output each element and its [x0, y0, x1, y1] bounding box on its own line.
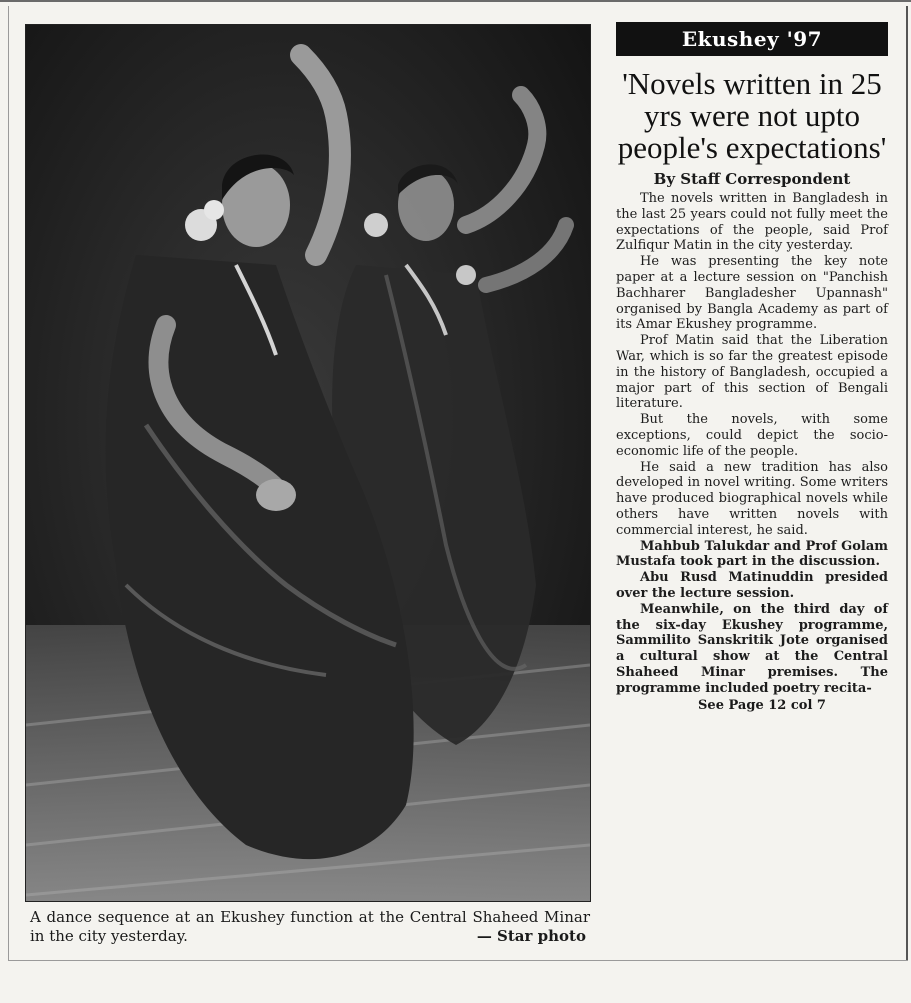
article-paragraph: Mahbub Talukdar and Prof Golam Mustafa took part in the discussion. [616, 538, 888, 570]
article-paragraph: He said a new tradition has also developed in novel writing. Some writers have produced biographical novels while others have written novels with commercial interest, he said. [616, 459, 888, 538]
continuation-jump: See Page 12 col 7 [698, 697, 826, 713]
dance-photo-illustration [26, 25, 590, 901]
left-rule [8, 6, 9, 961]
article-headline: 'Novels written in 25 yrs were not upto people's expectations' [617, 66, 887, 165]
article-body [616, 191, 888, 697]
dance-photo [25, 24, 591, 902]
article-column [616, 22, 888, 713]
article-paragraph: The novels written in Bangladesh in the last 25 years could not fully meet the expectations of the people, said Prof Zulfiqur Matin in the city yesterday. [616, 191, 888, 254]
bottom-rule [8, 960, 908, 961]
article-byline: By Staff Correspondent [653, 170, 851, 188]
photo-credit: — Star photo [476, 927, 586, 945]
article-paragraph: Meanwhile, on the third day of the six-day Ekushey programme, Sammilito Sanskritik Jote organised a cultural show at the Central Shaheed Minar premises. The programme included poetry recita- [616, 601, 888, 696]
caption-text: A dance sequence at an Ekushey function at the Central Shaheed Minar in the city yesterday. [30, 908, 590, 945]
top-rule [0, 0, 911, 2]
article-paragraph: He was presenting the key note paper at a lecture session on "Panchish Bachharer Bangladesher Upannash" organised by Bangla Academy as part of its Amar Ekushey programme. [616, 254, 888, 333]
section-kicker: Ekushey '97 [616, 22, 888, 56]
right-rule [906, 6, 908, 961]
article-paragraph: But the novels, with some exceptions, could depict the socio-economic life of the people. [616, 412, 888, 459]
article-paragraph: Abu Rusd Matinuddin presided over the lecture session. [616, 570, 888, 601]
photo-caption [30, 908, 590, 946]
article-paragraph: Prof Matin said that the Liberation War, which is so far the greatest episode in the history of Bangladesh, occupied a major part of this section of Bengali literature. [616, 333, 888, 412]
